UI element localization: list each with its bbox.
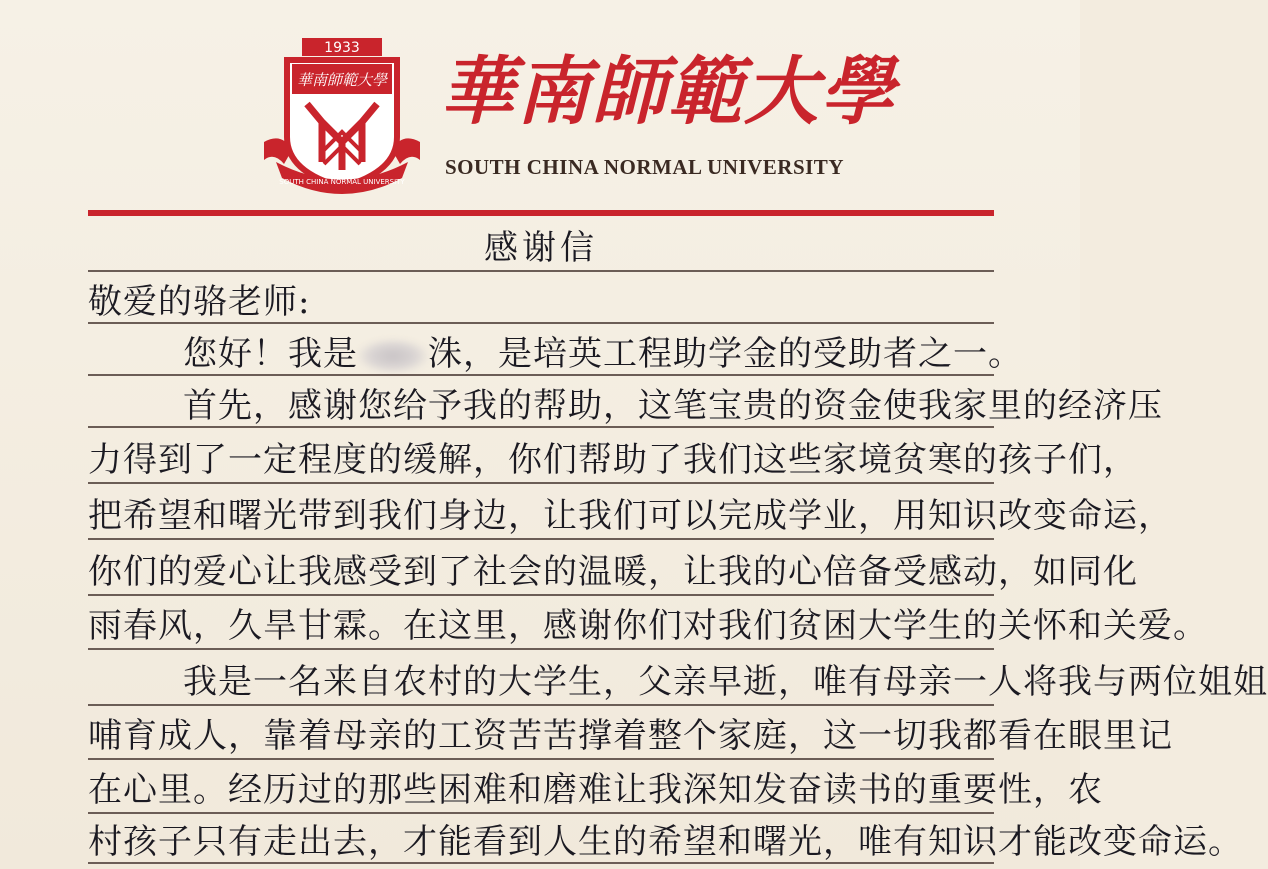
ruled-line	[88, 374, 994, 376]
letter-line: 首先，感谢您给予我的帮助，这笔宝贵的资金使我家里的经济压	[183, 386, 1163, 426]
letter-line: 你们的爱心让我感受到了社会的温暖，让我的心倍备受感动，如同化	[88, 552, 1138, 592]
ruled-line	[88, 648, 994, 650]
letter-line: 力得到了一定程度的缓解，你们帮助了我们这些家境贫寒的孩子们，	[88, 440, 1138, 480]
greeting-after-name: 洙，是培英工程助学金的受助者之一。	[428, 334, 1023, 374]
letter-salutation: 敬爱的骆老师:	[88, 282, 311, 322]
ruled-line	[88, 812, 994, 814]
ruled-line	[88, 270, 994, 272]
ruled-line	[88, 426, 994, 428]
greeting-line	[88, 334, 1023, 374]
header-divider	[88, 210, 994, 216]
ruled-line	[88, 322, 994, 324]
seal-name-cn: 華南師範大學	[296, 71, 388, 89]
ruled-line	[88, 594, 994, 596]
redacted-name	[358, 339, 428, 373]
university-seal-icon	[262, 32, 422, 192]
letter-line: 把希望和曙光带到我们身边，让我们可以完成学业，用知识改变命运，	[88, 496, 1173, 536]
letter-line: 在心里。经历过的那些困难和磨难让我深知发奋读书的重要性，农	[88, 770, 1103, 810]
letter-line: 我是一名来自农村的大学生，父亲早逝，唯有母亲一人将我与两位姐姐	[183, 662, 1268, 702]
letter-line: 村孩子只有走出去，才能看到人生的希望和曙光，唯有知识才能改变命运。	[88, 822, 1243, 862]
ruled-line	[88, 758, 994, 760]
letter-line: 雨春风，久旱甘霖。在这里，感谢你们对我们贫困大学生的关怀和关爱。	[88, 606, 1208, 646]
letter-line: 哺育成人，靠着母亲的工资苦苦撑着整个家庭，这一切我都看在眼里记	[88, 716, 1173, 756]
university-name-en: SOUTH CHINA NORMAL UNIVERSITY	[445, 155, 844, 179]
seal-year: 1933	[324, 40, 360, 56]
letter-title: 感谢信	[484, 228, 598, 268]
letterhead	[0, 0, 1080, 215]
greeting-before-name: 您好！我是	[183, 334, 358, 374]
ruled-line	[88, 482, 994, 484]
seal-name-en: SOUTH CHINA NORMAL UNIVERSITY	[279, 178, 405, 186]
ruled-line	[88, 862, 994, 864]
university-name-cn: 華南師範大學	[440, 49, 896, 135]
ruled-line	[88, 704, 994, 706]
ruled-line	[88, 538, 994, 540]
